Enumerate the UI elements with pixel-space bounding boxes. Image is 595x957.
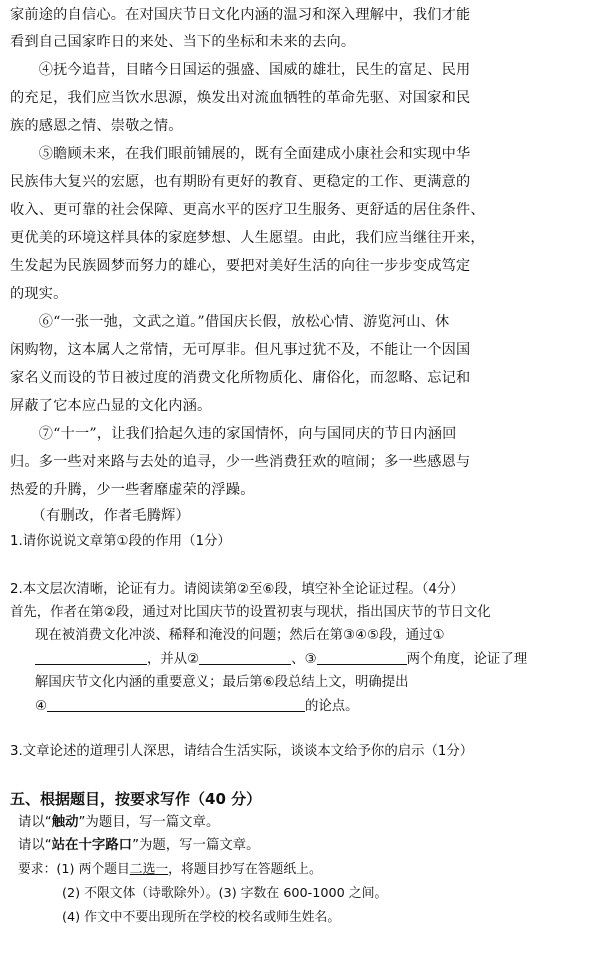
passage-line: 热爱的升腾，少一些奢靡虚荣的浮躁。 bbox=[10, 482, 255, 498]
question-2-text: 解国庆节文化内涵的重要意义；最后第⑥段总结上文，明确提出 bbox=[35, 675, 409, 690]
question-2-blank-line bbox=[35, 695, 359, 719]
passage-source: （有删改，作者毛腾辉） bbox=[10, 508, 190, 524]
requirement-emphasis: 二选一 bbox=[129, 862, 169, 877]
passage-line: 家前途的自信心。在对国庆节日文化内涵的温习和深入理解中，我们才能 bbox=[10, 7, 471, 23]
question-2-blank-line bbox=[35, 648, 527, 672]
question-3: 3.文章论述的道理引人深思，请结合生活实际，谈谈本文给予你的启示（1分） bbox=[10, 744, 474, 759]
topic-title-2: 站在十字路口 bbox=[51, 838, 133, 853]
passage-line: 的现实。 bbox=[10, 286, 68, 302]
topic-text: 请以“ bbox=[18, 838, 52, 853]
writing-topic-1 bbox=[18, 811, 219, 835]
question-2-text: 两个角度，论证了理 bbox=[406, 652, 528, 667]
question-1: 1.请你说说文章第①段的作用（1分） bbox=[10, 534, 231, 549]
answer-blank-4[interactable] bbox=[47, 697, 305, 712]
question-2-text: 首先，作者在第②段，通过对比国庆节的设置初衷与现状，指出国庆节的节日文化 bbox=[10, 605, 491, 620]
passage-line: ⑦“十一”，让我们拾起久违的家国情怀，向与国同庆的节日内涵回 bbox=[10, 426, 457, 442]
passage-line: 归。多一些对来路与去处的追寻，少一些消费狂欢的喧闹；多一些感恩与 bbox=[10, 454, 471, 470]
question-2-title: 2.本文层次清晰，论证有力。请阅读第②至⑥段，填空补全论证过程。（4分） bbox=[10, 582, 464, 597]
passage-line: 收入、更可靠的社会保障、更高水平的医疗卫生服务、更舒适的居住条件、 bbox=[10, 202, 485, 218]
topic-title-1: 触动 bbox=[51, 815, 79, 830]
passage-line: 生发起为民族圆梦而努力的雄心，要把对美好生活的向往一步步变成笃定 bbox=[10, 258, 471, 274]
writing-requirement-2: (2) 不限文体（诗歌除外）。(3) 字数在 600-1000 之间。 bbox=[62, 886, 388, 901]
writing-requirement-3: (4) 作文中不要出现所在学校的校名或师生姓名。 bbox=[62, 910, 341, 925]
writing-topic-2 bbox=[18, 834, 260, 858]
passage-line: ⑥“一张一弛，文武之道。”借国庆长假，放松心情、游览河山、休 bbox=[10, 314, 450, 330]
passage-line: 更优美的环境这样具体的家庭梦想、人生愿望。由此，我们应当继往开来， bbox=[10, 230, 485, 246]
passage-line: ④抚今追昔，目睹今日国运的强盛、国威的雄壮，民生的富足、民用 bbox=[10, 62, 471, 78]
topic-text: ”为题目，写一篇文章。 bbox=[78, 815, 220, 830]
passage-line: 闲购物，这本属人之常情，无可厚非。但凡事过犹不及，不能让一个因国 bbox=[10, 342, 471, 358]
question-2-text: ，并从② bbox=[147, 652, 200, 667]
question-2-text: 的论点。 bbox=[305, 699, 359, 714]
passage-line: 的充足，我们应当饮水思源，焕发出对流血牺牲的革命先驱、对国家和民 bbox=[10, 90, 471, 106]
topic-text: ”为题，写一篇文章。 bbox=[132, 838, 260, 853]
answer-blank-2[interactable] bbox=[199, 650, 291, 665]
passage-line: 民族伟大复兴的宏愿，也有期盼有更好的教育、更稳定的工作、更满意的 bbox=[10, 174, 471, 190]
passage-line: 屏蔽了它本应凸显的文化内涵。 bbox=[10, 398, 212, 414]
requirement-text: 要求：(1) 两个题目 bbox=[18, 862, 130, 877]
passage-line: 家名义而设的节日被过度的消费文化所物质化、庸俗化，而忽略、忘记和 bbox=[10, 370, 471, 386]
answer-blank-1[interactable] bbox=[35, 650, 147, 665]
passage-line: 看到自己国家昨日的来处、当下的坐标和未来的去向。 bbox=[10, 34, 356, 50]
question-2-text: ④ bbox=[35, 699, 48, 714]
passage-line: 族的感恩之情、崇敬之情。 bbox=[10, 118, 183, 134]
requirement-text: ，将题目抄写在答题纸上。 bbox=[168, 862, 322, 877]
answer-blank-3[interactable] bbox=[317, 650, 407, 665]
question-2-text: 、③ bbox=[291, 652, 317, 667]
question-2-text: 现在被消费文化冲淡、稀释和淹没的问题；然后在第③④⑤段，通过① bbox=[35, 628, 445, 643]
topic-text: 请以“ bbox=[18, 815, 52, 830]
passage-line: ⑤瞻顾未来，在我们眼前铺展的，既有全面建成小康社会和实现中华 bbox=[10, 146, 471, 162]
writing-requirement-1 bbox=[18, 858, 322, 882]
writing-heading: 五、根据题目，按要求写作（40 分） bbox=[10, 790, 262, 808]
